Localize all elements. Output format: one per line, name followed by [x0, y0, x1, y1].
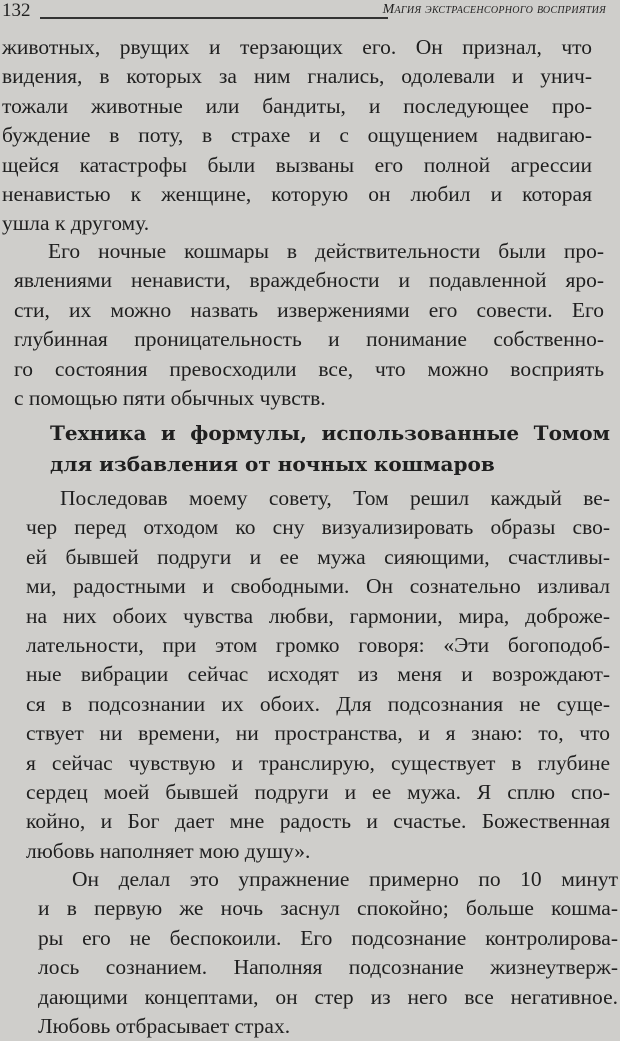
text-line: чер перед отходом ко сну визуализировать образы сво-	[26, 515, 610, 540]
section-heading	[50, 418, 610, 480]
text-line: я сейчас чувствую и транслирую, существует в глубине	[26, 750, 610, 775]
text-line: видения, в которых за ним гнались, одолевали и унич-	[2, 64, 592, 89]
text-line: ми, радостными и свободными. Он сознательно изливал	[26, 574, 610, 599]
header-rule	[40, 17, 388, 19]
text-line: с помощью пяти обычных чувств.	[14, 386, 326, 411]
text-line: животных, рвущих и терзающих его. Он признал, что	[2, 35, 592, 59]
paragraph-4	[38, 865, 618, 1041]
text-line: ся в подсознании их обоих. Для подсознания не суще-	[26, 691, 610, 716]
text-line: сердец моей бывшей подруги и ее мужа. Я сплю спо-	[26, 780, 610, 805]
text-line: и в первую же ночь заснул спокойно; больше кошма-	[38, 896, 618, 921]
text-line: Последовав моему совету, Том решил каждый ве-	[60, 486, 610, 510]
paragraph-3	[26, 484, 610, 866]
text-line: сти, их можно назвать извержениями его совести. Его	[14, 297, 604, 322]
text-line: глубинная проницательность и понимание собственно-	[14, 327, 604, 352]
text-line: тожали животные или бандиты, и последующее про-	[2, 93, 592, 118]
text-line: лательности, при этом громко говоря: «Эти богоподоб-	[26, 633, 610, 658]
text-line: ей бывшей подруги и ее мужа сияющими, счастливы-	[26, 544, 610, 569]
page-number: 132	[2, 0, 31, 21]
text-line: ненавистью к женщине, которую он любил и которая	[2, 182, 592, 207]
text-line: койно, и Бог дает мне радость и счастье. Божественная	[26, 809, 610, 834]
text-line: буждение в поту, в страхе и с ощущением надвигаю-	[2, 123, 592, 148]
heading-line: Техника и формулы, использованные Томом	[50, 421, 610, 445]
text-line: Он делал это упражнение примерно по 10 минут	[72, 867, 618, 891]
page-header	[0, 0, 620, 24]
text-line: го состояния превосходили все, что можно восприять	[14, 356, 604, 381]
text-line: любовь наполняет мою душу».	[26, 838, 311, 863]
text-line: ствует ни времени, ни пространства, и я знаю: то, что	[26, 721, 610, 746]
text-line: щейся катастрофы были вызваны его полной агрессии	[2, 152, 592, 177]
running-title: Магия экстрасенсорного восприятия	[382, 2, 606, 17]
text-line: лось сознанием. Наполняя подсознание жизнеутверж-	[38, 955, 618, 980]
text-line: явлениями ненависти, враждебности и подавленной яро-	[14, 268, 604, 293]
text-line: ушла к другому.	[2, 211, 150, 236]
text-line: ные вибрации сейчас исходят из меня и возрождают-	[26, 662, 610, 687]
text-line: дающими концептами, он стер из него все негативное.	[38, 984, 618, 1009]
paragraph-1	[2, 33, 592, 239]
text-line: Его ночные кошмары в действительности были про-	[48, 239, 604, 263]
text-line: на них обоих чувства любви, гармонии, мира, доброже-	[26, 603, 610, 628]
text-line: Любовь отбрасывает страх.	[38, 1014, 291, 1039]
text-line: ры его не беспокоили. Его подсознание контролирова-	[38, 925, 618, 950]
heading-line: для избавления от ночных кошмаров	[50, 452, 495, 476]
paragraph-2	[14, 237, 604, 413]
